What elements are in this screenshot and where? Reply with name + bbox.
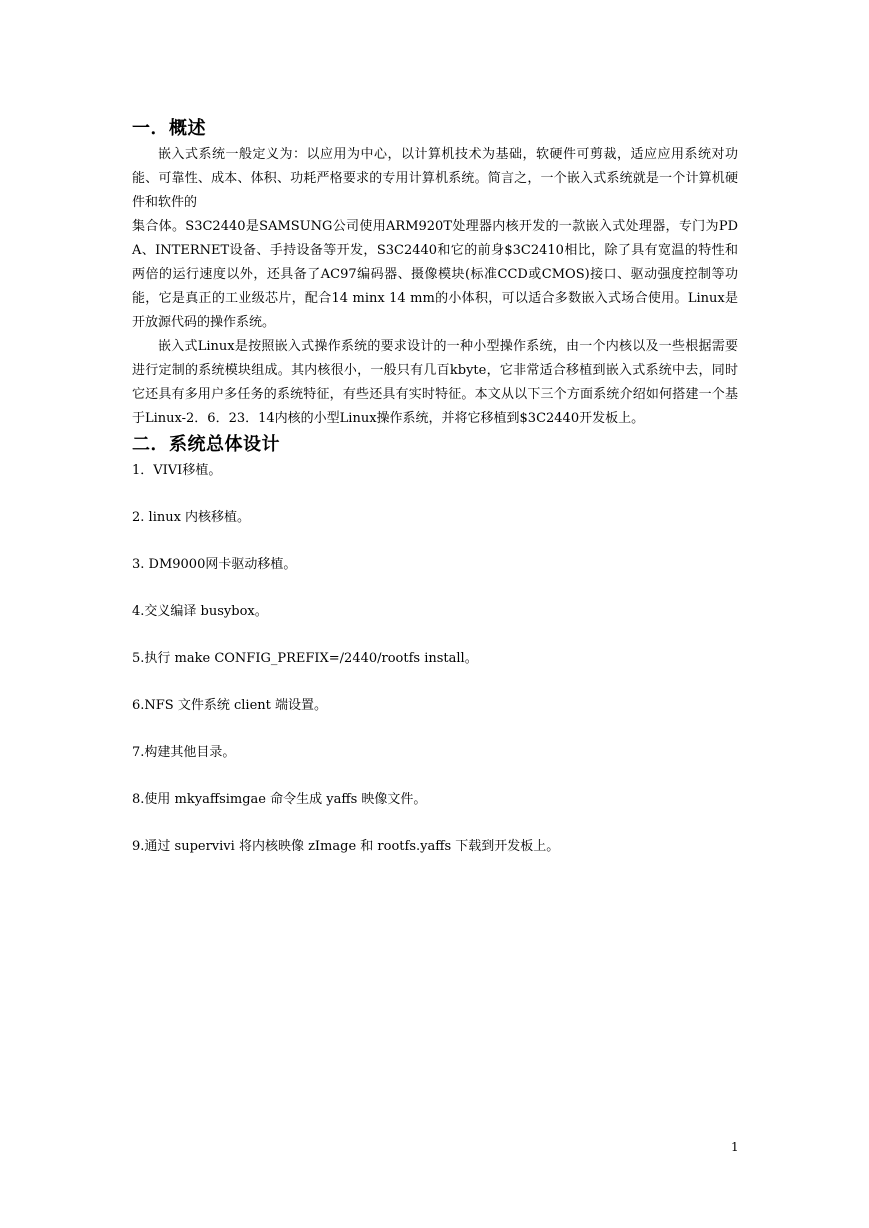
list-item: 4.交义编译 busybox。	[132, 604, 268, 619]
section-1-heading: 一．概述	[132, 118, 206, 139]
list-item: 3. DM9000网卡驱动移植。	[132, 557, 297, 572]
design-steps-list	[132, 459, 738, 859]
page-content	[132, 115, 738, 882]
list-item: 2. linux 内核移植。	[132, 510, 251, 525]
list-item: 6.NFS 文件系统 client 端设置。	[132, 698, 327, 713]
page-number: 1	[731, 1140, 739, 1154]
list-item: 7.构建其他目录。	[132, 745, 236, 760]
list-item: 1．VIVI移植。	[132, 463, 222, 478]
list-item: 5.执行 make CONFIG_PREFIX=/2440/rootfs install。	[132, 651, 478, 666]
overview-paragraph-1: 嵌入式系统一般定义为：以应用为中心，以计算机技术为基础，软硬件可剪裁，适应应用系统对功能、可靠性、成本、体积、功耗严格要求的专用计算机系统。简言之，一个嵌入式系统就是一个计算机硬件和软件的	[132, 147, 738, 210]
section-2-heading: 二．系统总体设计	[132, 434, 280, 455]
overview-paragraph-3: 嵌入式Linux是按照嵌入式操作系统的要求设计的一种小型操作系统，由一个内核以及一些根据需要进行定制的系统模块组成。其内核很小，一般只有几百kbyte，它非常适合移植到嵌入式系统中去，同时它还具有多用户多任务的系统特征，有些还具有实时特征。本文从以下三个方面系统介绍如何搭建一个基于Linux-2．6．23．14内核的小型Linux操作系统，并将它移植到$3C2440开发板上。	[132, 339, 738, 426]
list-item: 9.通过 supervivi 将内核映像 zImage 和 rootfs.yaffs 下载到开发板上。	[132, 839, 560, 854]
list-item: 8.使用 mkyaffsimgae 命令生成 yaffs 映像文件。	[132, 792, 427, 807]
overview-paragraph-2: 集合体。S3C2440是SAMSUNG公司使用ARM920T处理器内核开发的一款嵌入式处理器，专门为PDA、INTERNET设备、手持设备等开发，S3C2440和它的前身$3C2410相比，除了具有宽温的特性和两倍的运行速度以外，还具备了AC97编码器、摄像模块(标准CCD或CMOS)接口、驱动强度控制等功能，它是真正的工业级芯片，配合14 minx 14 mm的小体积，可以适合多数嵌入式场合使用。Linux是开放源代码的操作系统。	[132, 219, 738, 330]
